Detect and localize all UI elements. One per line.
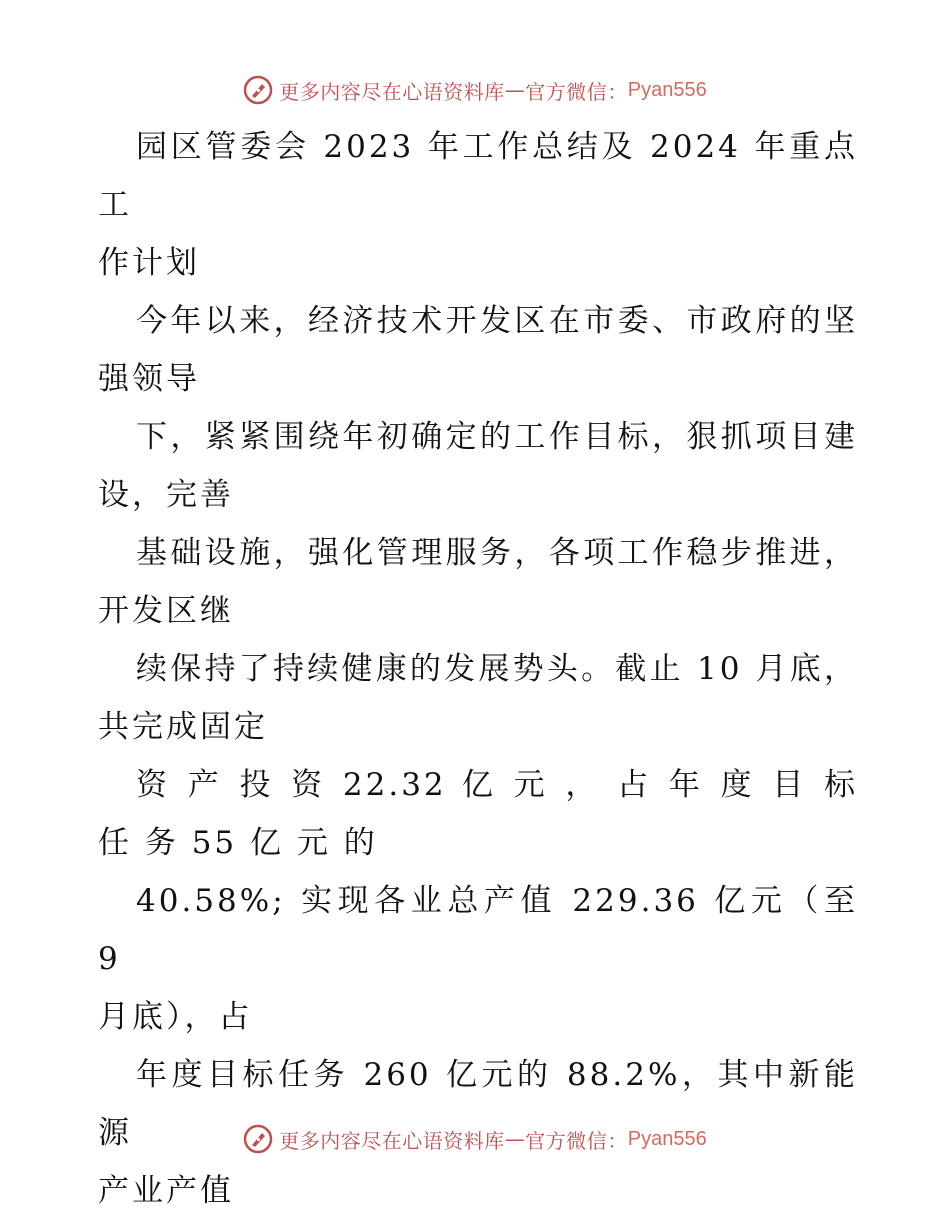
document-body <box>98 118 858 1220</box>
pen-nib-logo-icon <box>243 1124 273 1154</box>
pen-nib-logo-icon <box>243 75 273 105</box>
line-wrap-text: 作计划 <box>98 245 200 281</box>
line-wrap-text: 任 务 55 亿 元 的 <box>98 825 378 861</box>
line-wrap-text: 月底），占 <box>98 999 253 1035</box>
line-text: 园区管委会 2023 年工作总结及 2024 年重点工 <box>98 129 858 223</box>
banner-handle: Pyan556 <box>627 78 707 101</box>
banner-dash: — <box>504 1127 526 1151</box>
line-wrap-text: 设，完善 <box>98 477 234 513</box>
banner-text: 更多内容尽在心语资料库 <box>279 79 505 104</box>
paragraph-line-3 <box>98 408 858 524</box>
line-text: 基础设施，强化管理服务，各项工作稳步推进， <box>136 535 858 571</box>
banner-dash: — <box>504 78 526 102</box>
header-watermark-banner <box>0 70 950 110</box>
line-wrap-text: 开发区继 <box>98 593 234 629</box>
paragraph-line-7 <box>98 872 858 1046</box>
line-wrap-text: 强领导 <box>98 361 200 397</box>
banner-handle: Pyan556 <box>627 1127 707 1150</box>
paragraph-line-1 <box>98 118 858 292</box>
banner-wechat-label: 官方微信： <box>525 79 628 104</box>
line-wrap-text: 共完成固定 <box>98 709 268 745</box>
line-text: 年度目标任务 260 亿元的 88.2%，其中新能源 <box>98 1057 858 1151</box>
paragraph-line-6 <box>98 756 858 872</box>
paragraph-line-4 <box>98 524 858 640</box>
line-text: 今年以来，经济技术开发区在市委、市政府的坚 <box>136 303 858 339</box>
banner-wechat-label: 官方微信： <box>525 1128 628 1153</box>
paragraph-line-2 <box>98 292 858 408</box>
banner-text: 更多内容尽在心语资料库 <box>279 1128 505 1153</box>
line-text: 40.58%; 实现各业总产值 229.36 亿元（至 9 <box>98 883 858 977</box>
footer-watermark-banner <box>0 1119 950 1159</box>
line-text: 下，紧紧围绕年初确定的工作目标，狠抓项目建 <box>136 419 858 455</box>
line-text: 续保持了持续健康的发展势头。截止 10 月底， <box>136 651 858 687</box>
line-wrap-text: 产业产值 <box>98 1173 234 1209</box>
paragraph-line-5 <box>98 640 858 756</box>
line-text: 资 产 投 资 22.32 亿 元 ， 占 年 度 目 标 <box>136 767 858 803</box>
